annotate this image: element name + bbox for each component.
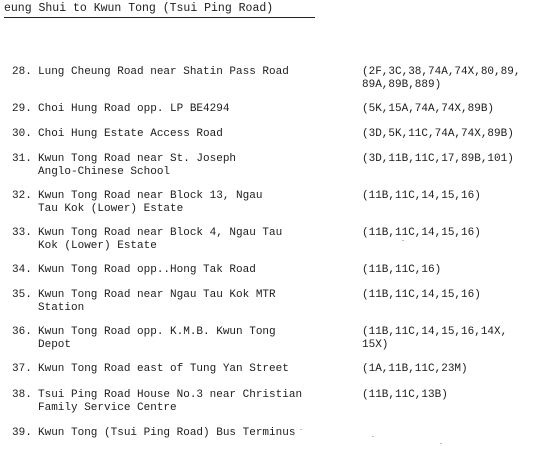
scan-speck: [402, 240, 404, 241]
document-header: eung Shui to Kwun Tong (Tsui Ping Road): [4, 2, 274, 15]
stop-location: Kwun Tong Road opp. K.M.B. Kwun Tong Depot: [38, 326, 276, 351]
stop-location: Kwun Tong Road near Block 4, Ngau Tau Kok (Lower) Estate: [38, 227, 283, 252]
stop-number: 31.: [12, 153, 32, 165]
stop-number: 30.: [12, 128, 32, 140]
stop-location: Kwun Tong Road near Block 13, Ngau Tau Kok (Lower) Estate: [38, 190, 263, 215]
stop-location: Kwun Tong Road near St. Joseph Anglo-Chinese School: [38, 153, 237, 178]
stop-routes: (11B,11C,14,15,16): [362, 289, 481, 301]
stop-location: Choi Hung Estate Access Road: [38, 128, 223, 140]
stop-routes: (5K,15A,74A,74X,89B): [362, 103, 495, 115]
stop-routes: (11B,11C,14,15,16,14X, 15X): [362, 326, 508, 351]
stop-routes: (11B,11C,13B): [362, 389, 448, 401]
scan-speck: [300, 429, 302, 430]
stop-number: 28.: [12, 66, 32, 78]
stop-number: 34.: [12, 264, 32, 276]
stop-routes: (11B,11C,14,15,16): [362, 227, 481, 239]
stop-number: 39.: [12, 427, 32, 439]
stop-number: 38.: [12, 389, 32, 401]
stop-number: 29.: [12, 103, 32, 115]
stop-number: 35.: [12, 289, 32, 301]
stop-number: 32.: [12, 190, 32, 202]
stop-routes: (2F,3C,38,74A,74X,80,89, 89A,89B,889): [362, 66, 521, 91]
stop-location: Tsui Ping Road House No.3 near Christian Family Service Centre: [38, 389, 303, 414]
scan-speck: [372, 436, 374, 437]
stop-routes: (11B,11C,14,15,16): [362, 190, 481, 202]
stop-routes: (3D,11B,11C,17,89B,101): [362, 153, 514, 165]
header-underline: [4, 17, 315, 18]
stop-number: 33.: [12, 227, 32, 239]
stop-location: Choi Hung Road opp. LP BE4294: [38, 103, 230, 115]
stop-location: Kwun Tong Road opp..Hong Tak Road: [38, 264, 256, 276]
stop-routes: (11B,11C,16): [362, 264, 442, 276]
stop-location: Kwun Tong Road near Ngau Tau Kok MTR Station: [38, 289, 276, 314]
stop-number: 36.: [12, 326, 32, 338]
stop-location: Lung Cheung Road near Shatin Pass Road: [38, 66, 289, 78]
stop-number: 37.: [12, 363, 32, 375]
stop-location: Kwun Tong Road east of Tung Yan Street: [38, 363, 289, 375]
stop-routes: (3D,5K,11C,74A,74X,89B): [362, 128, 514, 140]
stop-routes: (1A,11B,11C,23M): [362, 363, 468, 375]
stop-location: Kwun Tong (Tsui Ping Road) Bus Terminus: [38, 427, 296, 439]
scan-speck: [440, 443, 442, 444]
